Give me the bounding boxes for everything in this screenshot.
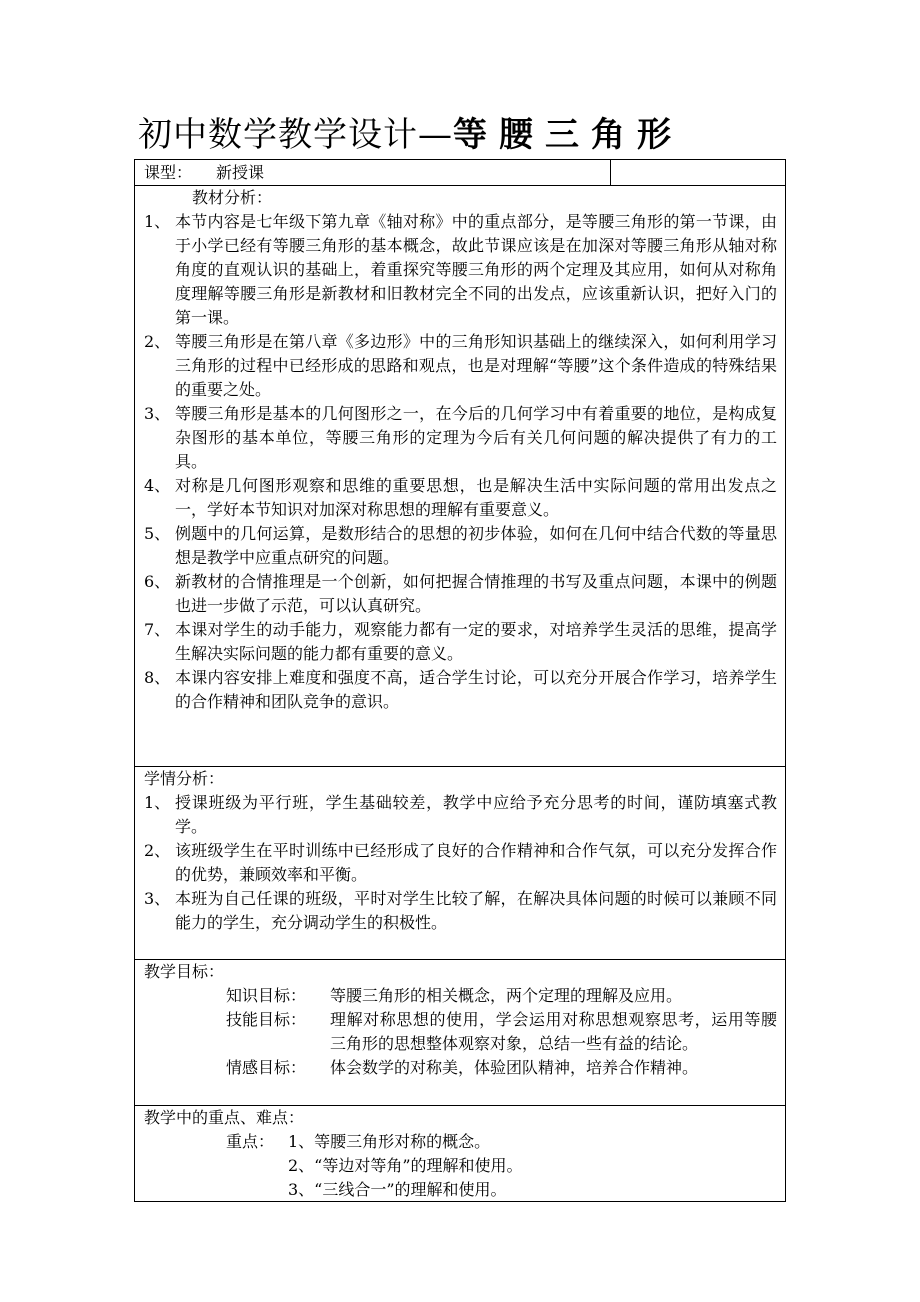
goal-label: 知识目标： [226,986,307,1005]
material-analysis-section [134,185,786,766]
goal-skill [144,1008,777,1056]
goal-text: 理解对称思想的使用，学会运用对称思想观察思考，运用等腰三角形的思想整体观察对象，总结一些有益的结论。 [330,1010,777,1053]
student-analysis-section [134,766,786,959]
item-number: 8、 [144,668,171,687]
key-point-item: 1、等腰三角形对称的概念。 [288,1132,491,1151]
key-point-row [144,1130,777,1154]
list-item [144,666,777,714]
title-prefix: 初中数学教学设计— [138,115,453,155]
teaching-goals-section [134,959,786,1105]
goal-label: 情感目标： [226,1058,307,1077]
item-text: 本课对学生的动手能力，观察能力都有一定的要求，对培养学生灵活的思维，提高学生解决实际问题的能力都有重要的意义。 [175,620,777,663]
item-number: 7、 [144,620,171,639]
lesson-plan-table [134,159,786,1202]
goal-emotion [144,1056,777,1080]
key-point-item: 3、“三线合一”的理解和使用。 [288,1180,507,1199]
lesson-type-label: 课型： [144,163,193,182]
key-point-row [144,1154,777,1178]
goal-text: 等腰三角形的相关概念，两个定理的理解及应用。 [330,986,683,1005]
teaching-goals-heading: 教学目标： [144,962,225,981]
item-number: 1、 [144,212,171,231]
key-points-heading: 教学中的重点、难点： [144,1108,305,1127]
item-number: 3、 [144,889,171,908]
list-item [144,618,777,666]
list-item [144,570,777,618]
item-number: 4、 [144,476,171,495]
list-item [144,210,777,330]
item-text: 本班为自己任课的班级，平时对学生比较了解，在解决具体问题的时候可以兼顾不同能力的学生，充分调动学生的积极性。 [175,889,777,932]
key-point-item: 2、“等边对等角”的理解和使用。 [288,1156,523,1175]
list-item [144,887,777,935]
item-text: 新教材的合情推理是一个创新，如何把握合情推理的书写及重点问题，本课中的例题也进一步做了示范，可以认真研究。 [175,572,777,615]
list-item [144,522,777,570]
goal-label: 技能目标： [226,1010,307,1029]
item-text: 等腰三角形是基本的几何图形之一，在今后的几何学习中有着重要的地位，是构成复杂图形的基本单位，等腰三角形的定理为今后有关几何问题的解决提供了有力的工具。 [175,404,777,471]
item-text: 等腰三角形是在第八章《多边形》中的三角形知识基础上的继续深入，如何利用学习三角形的过程中已经形成的思路和观点，也是对理解“等腰”这个条件造成的特殊结果的重要之处。 [175,332,777,399]
list-item [144,330,777,402]
list-item [144,474,777,522]
item-text: 该班级学生在平时训练中已经形成了良好的合作精神和合作气氛，可以充分发挥合作的优势，兼顾效率和平衡。 [175,841,777,884]
lesson-type-row [134,159,786,185]
list-item [144,839,777,887]
key-point-label: 重点： [226,1132,275,1151]
item-number: 1、 [144,793,171,812]
key-points-section [134,1105,786,1202]
item-number: 2、 [144,332,171,351]
list-item [144,791,777,839]
list-item [144,402,777,474]
item-number: 6、 [144,572,171,591]
lesson-type-value: 新授课 [216,163,265,182]
material-analysis-heading: 教材分析： [192,188,273,207]
goal-text: 体会数学的对称美，体验团队精神，培养合作精神。 [330,1058,699,1077]
title-main: 等腰三角形 [453,115,683,155]
lesson-type-cell [135,160,611,185]
item-text: 对称是几何图形观察和思维的重要思想，也是解决生活中实际问题的常用出发点之一，学好本节知识对加深对称思想的理解有重要意义。 [175,476,777,519]
item-number: 3、 [144,404,171,423]
item-text: 授课班级为平行班，学生基础较差，教学中应给予充分思考的时间，谨防填塞式教学。 [175,793,777,836]
item-text: 本节内容是七年级下第九章《轴对称》中的重点部分，是等腰三角形的第一节课，由于小学已经有等腰三角形的基本概念，故此节课应该是在加深对等腰三角形从轴对称角度的直观认识的基础上，着重探究等腰三角形的两个定理及其应用，如何从对称角度理解等腰三角形是新教材和旧教材完全不同的出发点，应该重新认识，把好入门的第一课。 [175,212,777,327]
item-number: 5、 [144,524,171,543]
document-title [138,112,683,158]
item-text: 本课内容安排上难度和强度不高，适合学生讨论，可以充分开展合作学习，培养学生的合作精神和团队竞争的意识。 [175,668,777,711]
student-analysis-heading: 学情分析： [144,769,225,788]
item-text: 例题中的几何运算，是数形结合的思想的初步体验，如何在几何中结合代数的等量思想是教学中应重点研究的问题。 [175,524,777,567]
goal-knowledge [144,984,777,1008]
item-number: 2、 [144,841,171,860]
key-point-row [144,1178,777,1202]
